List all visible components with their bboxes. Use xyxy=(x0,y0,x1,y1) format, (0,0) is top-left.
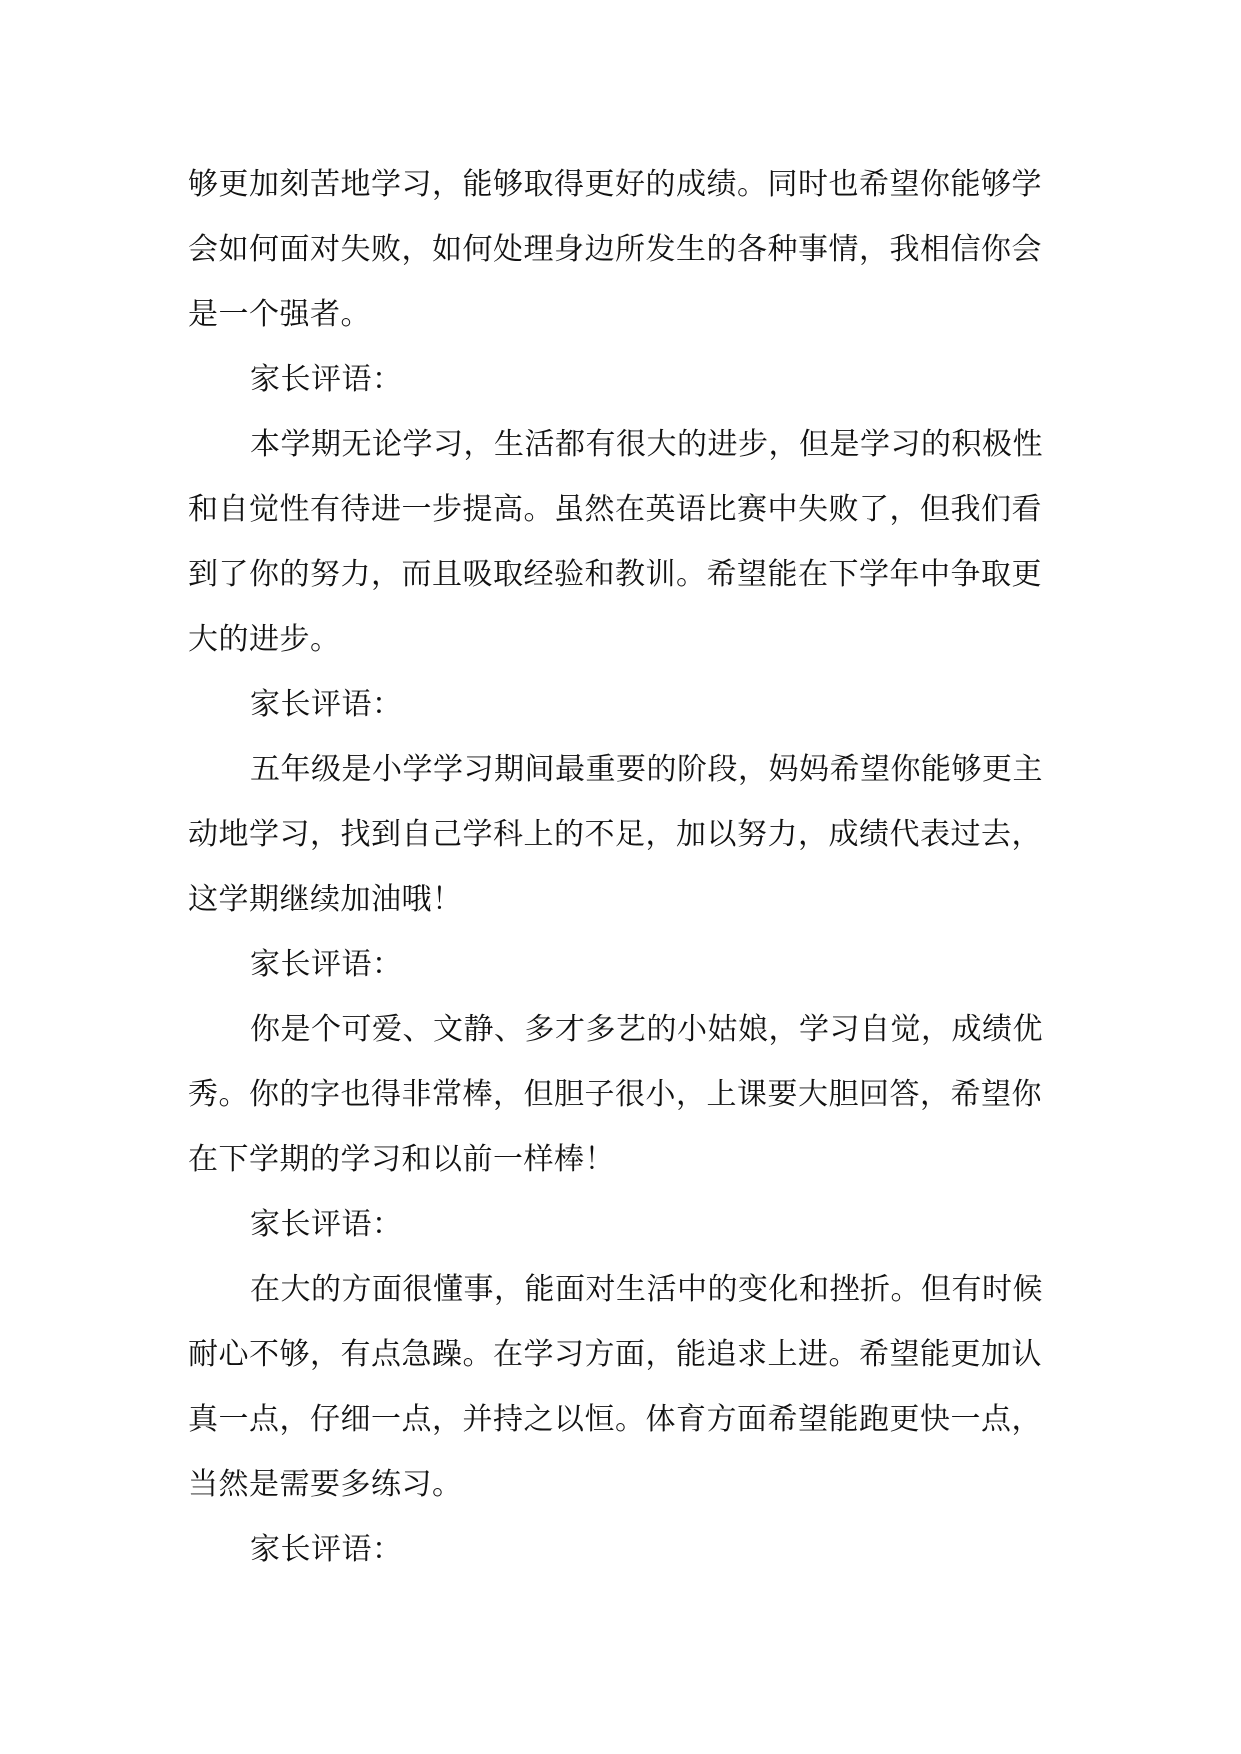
paragraph-line: 这学期继续加油哦！ xyxy=(188,882,463,917)
section-heading: 家长评语： xyxy=(250,687,403,722)
section-heading: 家长评语： xyxy=(250,1532,403,1567)
paragraph-line: 本学期无论学习，生活都有很大的进步，但是学习的积极性 xyxy=(250,427,1043,462)
paragraph-line: 到了你的努力，而且吸取经验和教训。希望能在下学年中争取更 xyxy=(188,557,1042,592)
section-heading: 家长评语： xyxy=(250,947,403,982)
section-heading: 家长评语： xyxy=(250,1207,403,1242)
paragraph-line: 和自觉性有待进一步提高。虽然在英语比赛中失败了，但我们看 xyxy=(188,492,1042,527)
paragraph-line: 五年级是小学学习期间最重要的阶段，妈妈希望你能够更主 xyxy=(250,752,1043,787)
paragraph-line: 在下学期的学习和以前一样棒！ xyxy=(188,1142,615,1177)
paragraph-line: 当然是需要多练习。 xyxy=(188,1467,463,1502)
paragraph-line: 够更加刻苦地学习，能够取得更好的成绩。同时也希望你能够学 xyxy=(188,167,1042,202)
paragraph-line: 你是个可爱、文静、多才多艺的小姑娘，学习自觉，成绩优 xyxy=(250,1012,1043,1047)
paragraph-line: 动地学习，找到自己学科上的不足，加以努力，成绩代表过去， xyxy=(188,817,1042,852)
paragraph-line: 真一点，仔细一点，并持之以恒。体育方面希望能跑更快一点， xyxy=(188,1402,1042,1437)
paragraph-line: 是一个强者。 xyxy=(188,297,371,332)
paragraph-line: 会如何面对失败，如何处理身边所发生的各种事情，我相信你会 xyxy=(188,232,1042,267)
paragraph-line: 大的进步。 xyxy=(188,622,341,657)
paragraph-line: 耐心不够，有点急躁。在学习方面，能追求上进。希望能更加认 xyxy=(188,1337,1042,1372)
paragraph-line: 在大的方面很懂事，能面对生活中的变化和挫折。但有时候 xyxy=(250,1272,1043,1307)
section-heading: 家长评语： xyxy=(250,362,403,397)
paragraph-line: 秀。你的字也得非常棒，但胆子很小，上课要大胆回答，希望你 xyxy=(188,1077,1042,1112)
